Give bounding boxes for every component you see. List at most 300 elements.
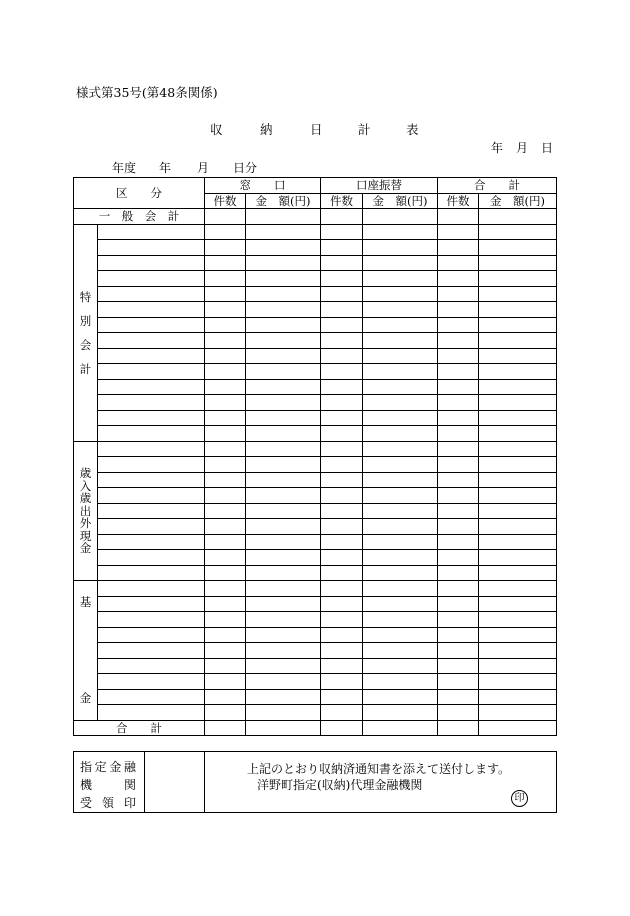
entry-cell[interactable]: [246, 271, 321, 287]
entry-cell[interactable]: [438, 612, 479, 628]
subitem-cell[interactable]: [98, 348, 205, 364]
entry-cell[interactable]: [363, 550, 438, 566]
title-char: 計: [358, 122, 371, 137]
entry-cell[interactable]: [246, 472, 321, 488]
entry-cell[interactable]: [363, 302, 438, 318]
entry-cell[interactable]: [205, 364, 246, 380]
title-char: 日: [310, 122, 323, 137]
entry-cell[interactable]: [363, 565, 438, 581]
entry-cell[interactable]: [363, 596, 438, 612]
entry-cell[interactable]: [479, 503, 557, 519]
entry-cell[interactable]: [438, 224, 479, 240]
entry-cell[interactable]: [246, 503, 321, 519]
entry-cell[interactable]: [363, 534, 438, 550]
entry-cell[interactable]: [438, 689, 479, 705]
entry-cell[interactable]: [205, 457, 246, 473]
entry-cell[interactable]: [246, 410, 321, 426]
entry-cell[interactable]: [205, 286, 246, 302]
entry-cell[interactable]: [246, 720, 321, 736]
entry-cell[interactable]: [246, 426, 321, 442]
total-row: [74, 720, 557, 736]
notice-cell: [205, 752, 557, 813]
entry-cell[interactable]: [205, 488, 246, 504]
entry-cell[interactable]: [205, 441, 246, 457]
subitem-cell[interactable]: [98, 224, 205, 240]
entry-cell[interactable]: [246, 581, 321, 597]
bank-label-line: [80, 794, 136, 812]
entry-cell[interactable]: [363, 271, 438, 287]
entry-cell[interactable]: [246, 488, 321, 504]
table-row: [74, 286, 557, 302]
subitem-cell[interactable]: [98, 550, 205, 566]
total-header: 合 計: [438, 178, 557, 194]
entry-cell[interactable]: [438, 364, 479, 380]
receipt-signature-box: [73, 751, 557, 813]
subitem-cell[interactable]: [98, 441, 205, 457]
entry-cell[interactable]: [438, 581, 479, 597]
bank-label-char: 受: [80, 796, 93, 810]
count-header: 件数: [438, 193, 479, 209]
entry-cell[interactable]: [363, 317, 438, 333]
entry-cell[interactable]: [246, 658, 321, 674]
entry-cell[interactable]: [321, 395, 363, 411]
special-account-section: [74, 224, 98, 441]
entry-cell[interactable]: [246, 379, 321, 395]
entry-cell[interactable]: [321, 472, 363, 488]
entry-cell[interactable]: [479, 255, 557, 271]
entry-cell[interactable]: [438, 565, 479, 581]
entry-cell[interactable]: [363, 286, 438, 302]
entry-cell[interactable]: [321, 457, 363, 473]
table-row: [74, 302, 557, 318]
entry-cell[interactable]: [438, 457, 479, 473]
bank-label-char: 金: [109, 760, 122, 774]
entry-cell[interactable]: [479, 472, 557, 488]
entry-cell[interactable]: [363, 364, 438, 380]
table-row: [74, 488, 557, 504]
table-row: [74, 581, 557, 597]
entry-cell[interactable]: [479, 457, 557, 473]
entry-cell[interactable]: [321, 286, 363, 302]
subitem-cell[interactable]: [98, 395, 205, 411]
entry-cell[interactable]: [363, 472, 438, 488]
entry-cell[interactable]: [363, 689, 438, 705]
entry-cell[interactable]: [479, 627, 557, 643]
entry-cell[interactable]: [321, 550, 363, 566]
entry-cell[interactable]: [321, 224, 363, 240]
entry-cell[interactable]: [205, 565, 246, 581]
entry-cell[interactable]: [479, 643, 557, 659]
subitem-cell[interactable]: [98, 503, 205, 519]
table-row: [74, 519, 557, 535]
table-row: [74, 348, 557, 364]
entry-cell[interactable]: [321, 209, 363, 225]
table-row: [74, 643, 557, 659]
entry-cell[interactable]: [205, 581, 246, 597]
entry-cell[interactable]: [438, 674, 479, 690]
amount-header: 金 額(円): [363, 193, 438, 209]
date-month: 月: [516, 141, 529, 155]
entry-cell[interactable]: [246, 519, 321, 535]
entry-cell[interactable]: [205, 302, 246, 318]
table-row: [74, 457, 557, 473]
entry-cell[interactable]: [246, 689, 321, 705]
table-row: [74, 255, 557, 271]
entry-cell[interactable]: [246, 302, 321, 318]
entry-cell[interactable]: [479, 534, 557, 550]
entry-cell[interactable]: [246, 333, 321, 349]
entry-cell[interactable]: [205, 348, 246, 364]
entry-cell[interactable]: [363, 457, 438, 473]
table-row: [74, 596, 557, 612]
entry-cell[interactable]: [246, 441, 321, 457]
entry-cell[interactable]: [321, 534, 363, 550]
entry-cell[interactable]: [479, 550, 557, 566]
bank-label-char: 領: [101, 796, 114, 810]
subitem-cell[interactable]: [98, 364, 205, 380]
entry-cell[interactable]: [321, 333, 363, 349]
entry-cell[interactable]: [438, 379, 479, 395]
entry-cell[interactable]: [479, 519, 557, 535]
entry-cell[interactable]: [246, 348, 321, 364]
entry-cell[interactable]: [321, 658, 363, 674]
entry-cell[interactable]: [205, 720, 246, 736]
entry-cell[interactable]: [321, 519, 363, 535]
entry-cell[interactable]: [363, 348, 438, 364]
entry-cell[interactable]: [205, 317, 246, 333]
entry-cell[interactable]: [479, 395, 557, 411]
entry-cell[interactable]: [479, 271, 557, 287]
subitem-cell[interactable]: [98, 240, 205, 256]
entry-cell[interactable]: [363, 255, 438, 271]
bank-label-char: 機: [80, 778, 93, 792]
entry-cell[interactable]: [363, 410, 438, 426]
subitem-cell[interactable]: [98, 457, 205, 473]
entry-cell[interactable]: [479, 441, 557, 457]
subitem-cell[interactable]: [98, 612, 205, 628]
entry-cell[interactable]: [479, 224, 557, 240]
subitem-cell[interactable]: [98, 674, 205, 690]
entry-cell[interactable]: [321, 317, 363, 333]
entry-cell[interactable]: [438, 503, 479, 519]
receipt-table: [73, 177, 557, 736]
table-row: [74, 395, 557, 411]
special-account-section-label: 特 別 会 計: [79, 289, 92, 376]
table-row: [74, 333, 557, 349]
entry-cell[interactable]: [438, 255, 479, 271]
external-cash-section: [74, 441, 98, 581]
entry-cell[interactable]: [205, 550, 246, 566]
entry-cell[interactable]: [321, 240, 363, 256]
window-header: 窓 口: [205, 178, 321, 194]
entry-cell[interactable]: [363, 612, 438, 628]
entry-cell[interactable]: [479, 612, 557, 628]
entry-cell[interactable]: [321, 627, 363, 643]
entry-cell[interactable]: [479, 209, 557, 225]
entry-cell[interactable]: [363, 426, 438, 442]
table-row: [74, 271, 557, 287]
date-year: 年: [491, 141, 504, 155]
entry-cell[interactable]: [246, 395, 321, 411]
entry-cell[interactable]: [438, 643, 479, 659]
subitem-cell[interactable]: [98, 519, 205, 535]
entry-cell[interactable]: [479, 333, 557, 349]
subitem-cell[interactable]: [98, 643, 205, 659]
subitem-cell[interactable]: [98, 705, 205, 721]
entry-cell[interactable]: [321, 689, 363, 705]
entry-cell[interactable]: [205, 503, 246, 519]
entry-cell[interactable]: [205, 674, 246, 690]
entry-cell[interactable]: [363, 519, 438, 535]
entry-cell[interactable]: [438, 240, 479, 256]
entry-cell[interactable]: [479, 705, 557, 721]
entry-cell[interactable]: [205, 534, 246, 550]
entry-cell[interactable]: [321, 410, 363, 426]
bank-label-char: 印: [123, 796, 136, 810]
entry-cell[interactable]: [438, 488, 479, 504]
entry-cell[interactable]: [205, 395, 246, 411]
entry-cell[interactable]: [246, 364, 321, 380]
entry-cell[interactable]: [246, 534, 321, 550]
subitem-cell[interactable]: [98, 627, 205, 643]
table-row: [74, 550, 557, 566]
entry-cell[interactable]: [321, 705, 363, 721]
entry-cell[interactable]: [363, 488, 438, 504]
entry-cell[interactable]: [363, 395, 438, 411]
bank-label-cell: [74, 752, 145, 813]
title-char: 収: [210, 122, 223, 137]
entry-cell[interactable]: [438, 209, 479, 225]
entry-cell[interactable]: [479, 317, 557, 333]
entry-cell[interactable]: [321, 302, 363, 318]
entry-cell[interactable]: [479, 596, 557, 612]
entry-cell[interactable]: [246, 209, 321, 225]
entry-cell[interactable]: [479, 720, 557, 736]
entry-cell[interactable]: [321, 596, 363, 612]
subitem-cell[interactable]: [98, 255, 205, 271]
entry-cell[interactable]: [246, 565, 321, 581]
entry-cell[interactable]: [438, 333, 479, 349]
entry-cell[interactable]: [321, 674, 363, 690]
table-row: [74, 705, 557, 721]
entry-cell[interactable]: [363, 209, 438, 225]
entry-cell[interactable]: [363, 643, 438, 659]
entry-cell[interactable]: [205, 255, 246, 271]
entry-cell[interactable]: [321, 348, 363, 364]
entry-cell[interactable]: [246, 317, 321, 333]
entry-cell[interactable]: [438, 658, 479, 674]
subitem-cell[interactable]: [98, 271, 205, 287]
entry-cell[interactable]: [438, 550, 479, 566]
entry-cell[interactable]: [438, 395, 479, 411]
entry-cell[interactable]: [438, 472, 479, 488]
fund-section-label: 基 金: [79, 595, 92, 706]
entry-cell[interactable]: [438, 519, 479, 535]
entry-cell[interactable]: [205, 271, 246, 287]
subitem-cell[interactable]: [98, 426, 205, 442]
bank-label-char: 定: [94, 760, 107, 774]
entry-cell[interactable]: [479, 302, 557, 318]
entry-cell[interactable]: [246, 224, 321, 240]
entry-cell[interactable]: [321, 581, 363, 597]
entry-cell[interactable]: [479, 364, 557, 380]
entry-cell[interactable]: [321, 612, 363, 628]
bank-label-line: [80, 758, 136, 776]
entry-cell[interactable]: [321, 364, 363, 380]
entry-cell[interactable]: [321, 565, 363, 581]
table-row: [74, 627, 557, 643]
entry-cell[interactable]: [363, 224, 438, 240]
subitem-cell[interactable]: [98, 689, 205, 705]
subitem-cell[interactable]: [98, 379, 205, 395]
entry-cell[interactable]: [363, 441, 438, 457]
bank-label-char: 関: [123, 778, 136, 792]
entry-cell[interactable]: [479, 379, 557, 395]
entry-cell[interactable]: [205, 472, 246, 488]
table-row: [74, 426, 557, 442]
entry-cell[interactable]: [438, 410, 479, 426]
subitem-cell[interactable]: [98, 658, 205, 674]
entry-cell[interactable]: [246, 550, 321, 566]
entry-cell[interactable]: [479, 488, 557, 504]
table-row: [74, 503, 557, 519]
entry-cell[interactable]: [438, 426, 479, 442]
table-row: [74, 240, 557, 256]
entry-cell[interactable]: [321, 255, 363, 271]
fund-section: [74, 581, 98, 721]
entry-cell[interactable]: [479, 565, 557, 581]
entry-cell[interactable]: [321, 379, 363, 395]
entry-cell[interactable]: [363, 705, 438, 721]
entry-cell[interactable]: [246, 705, 321, 721]
entry-cell[interactable]: [438, 627, 479, 643]
entry-cell[interactable]: [438, 596, 479, 612]
entry-cell[interactable]: [321, 426, 363, 442]
subitem-cell[interactable]: [98, 565, 205, 581]
entry-cell[interactable]: [363, 240, 438, 256]
table-row: [74, 612, 557, 628]
entry-cell[interactable]: [246, 612, 321, 628]
period-year: 年: [159, 161, 172, 175]
entry-cell[interactable]: [438, 348, 479, 364]
subitem-cell[interactable]: [98, 286, 205, 302]
entry-cell[interactable]: [246, 596, 321, 612]
entry-cell[interactable]: [321, 441, 363, 457]
entry-cell[interactable]: [205, 705, 246, 721]
entry-cell[interactable]: [438, 705, 479, 721]
subitem-cell[interactable]: [98, 302, 205, 318]
entry-cell[interactable]: [205, 426, 246, 442]
period-month: 月: [197, 161, 210, 175]
entry-cell[interactable]: [205, 596, 246, 612]
entry-cell[interactable]: [438, 317, 479, 333]
entry-cell[interactable]: [438, 302, 479, 318]
entry-cell[interactable]: [205, 410, 246, 426]
subitem-cell[interactable]: [98, 472, 205, 488]
table-row: [74, 410, 557, 426]
table-row: [74, 364, 557, 380]
entry-cell[interactable]: [438, 271, 479, 287]
entry-cell[interactable]: [321, 720, 363, 736]
table-row: [74, 224, 557, 240]
entry-cell[interactable]: [321, 503, 363, 519]
amount-header: 金 額(円): [479, 193, 557, 209]
entry-cell[interactable]: [363, 379, 438, 395]
entry-cell[interactable]: [479, 689, 557, 705]
table-row: [74, 674, 557, 690]
entry-cell[interactable]: [479, 240, 557, 256]
entry-cell[interactable]: [438, 441, 479, 457]
entry-cell[interactable]: [246, 457, 321, 473]
section-header: 区 分: [74, 178, 205, 209]
bank-seal-cell: [145, 752, 205, 813]
entry-cell[interactable]: [205, 658, 246, 674]
entry-cell[interactable]: [363, 658, 438, 674]
entry-cell[interactable]: [479, 286, 557, 302]
entry-cell[interactable]: [205, 333, 246, 349]
entry-cell[interactable]: [246, 674, 321, 690]
entry-cell[interactable]: [438, 720, 479, 736]
bank-label-char: 指: [80, 760, 93, 774]
subitem-cell[interactable]: [98, 317, 205, 333]
entry-cell[interactable]: [363, 674, 438, 690]
table-row: [74, 534, 557, 550]
entry-cell[interactable]: [205, 379, 246, 395]
entry-cell[interactable]: [321, 643, 363, 659]
entry-cell[interactable]: [205, 612, 246, 628]
subitem-cell[interactable]: [98, 410, 205, 426]
subitem-cell[interactable]: [98, 581, 205, 597]
table-row: [74, 441, 557, 457]
entry-cell[interactable]: [246, 643, 321, 659]
entry-cell[interactable]: [479, 581, 557, 597]
table-row: [74, 472, 557, 488]
entry-cell[interactable]: [363, 581, 438, 597]
entry-cell[interactable]: [205, 627, 246, 643]
entry-cell[interactable]: [438, 534, 479, 550]
entry-cell[interactable]: [479, 674, 557, 690]
entry-cell[interactable]: [246, 240, 321, 256]
entry-cell[interactable]: [246, 255, 321, 271]
subitem-cell[interactable]: [98, 596, 205, 612]
entry-cell[interactable]: [479, 410, 557, 426]
entry-cell[interactable]: [363, 333, 438, 349]
subitem-cell[interactable]: [98, 333, 205, 349]
entry-cell[interactable]: [205, 643, 246, 659]
entry-cell[interactable]: [363, 627, 438, 643]
entry-cell[interactable]: [363, 503, 438, 519]
date-day: 日: [541, 141, 554, 155]
external-cash-section-label: 歳 入 歳 出 外 現 金: [79, 466, 92, 555]
subitem-cell[interactable]: [98, 534, 205, 550]
entry-cell[interactable]: [479, 348, 557, 364]
entry-cell[interactable]: [479, 426, 557, 442]
subitem-cell[interactable]: [98, 488, 205, 504]
entry-cell[interactable]: [246, 627, 321, 643]
table-row: [74, 379, 557, 395]
entry-cell[interactable]: [438, 286, 479, 302]
entry-cell[interactable]: [205, 224, 246, 240]
entry-cell[interactable]: [205, 240, 246, 256]
entry-cell[interactable]: [205, 519, 246, 535]
entry-cell[interactable]: [363, 720, 438, 736]
entry-cell[interactable]: [246, 286, 321, 302]
entry-cell[interactable]: [321, 488, 363, 504]
entry-cell[interactable]: [205, 689, 246, 705]
entry-cell[interactable]: [479, 658, 557, 674]
entry-cell[interactable]: [205, 209, 246, 225]
entry-cell[interactable]: [321, 271, 363, 287]
